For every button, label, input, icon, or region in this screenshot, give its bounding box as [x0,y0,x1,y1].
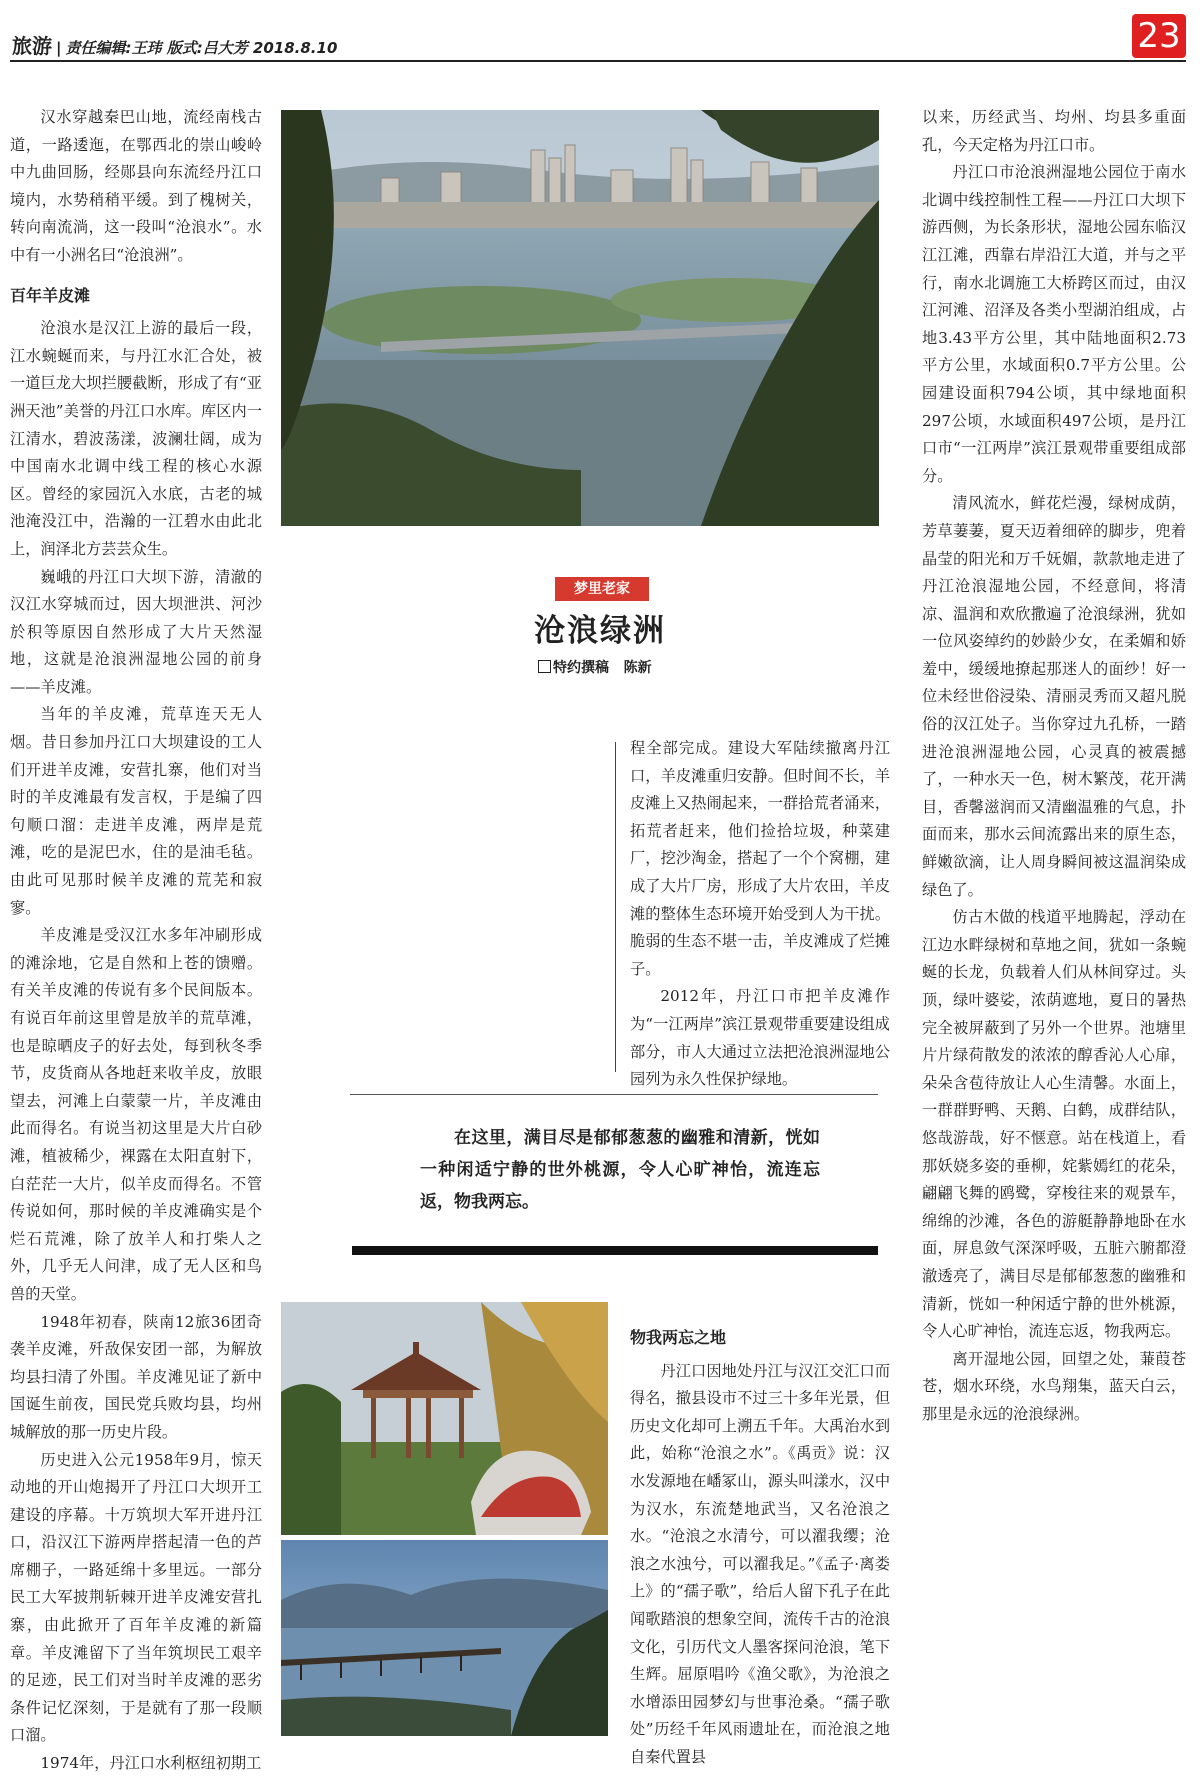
paragraph: 当年的羊皮滩，荒草连天无人烟。昔日参加丹江口大坝建设的工人们开进羊皮滩，安营扎寨，他们对当时的羊皮滩最有发言权，于是编了四句顺口溜：走进羊皮滩，两岸是荒滩，吃的是泥巴水，住的是油毛毡。由此可见那时候羊皮滩的荒芜和寂寥。 [10,705,262,917]
header-credits: 责任编辑:王玮 版式:吕大芳 2018.8.10 [65,39,338,57]
article-column-middle-lower [630,1312,890,1766]
paragraph: 1974年，丹江口水利枢纽初期工 [40,1754,262,1773]
article-title: 沧浪绿洲 [534,613,666,649]
byline-label: 特约撰稿 [553,660,609,676]
article-column-middle-upper [630,735,890,1094]
pull-quote-text: 在这里，满目尽是郁郁葱葱的幽雅和清新，恍如一种闲适宁静的世外桃源，令人心旷神怡，流连忘返，物我两忘。 [420,1128,820,1212]
photo-pavilion-image [281,1302,608,1535]
pull-quote [420,1122,820,1218]
photo-boardwalk-lake-image [281,1540,608,1736]
byline [538,657,652,677]
quote-rule-bottom [352,1246,878,1255]
paragraph: 羊皮滩是受汉江水多年冲刷形成的滩涂地，它是自然和上苍的馈赠。有关羊皮滩的传说有多个民间版本。有说百年前这里曾是放羊的荒草滩，也是晾晒皮子的好去处，每到秋冬季节，皮货商从各地赶来收羊皮，放眼望去，河滩上白蒙蒙一片，羊皮滩由此而得名。有说当初这里是大片白砂滩，植被稀少，裸露在太阳直射下，白茫茫一大片，似羊皮而得名。不管传说如何，那时候的羊皮滩确实是个烂石荒滩，除了放羊人和打柴人之外，几乎无人问津，成了无人区和鸟兽的天堂。 [10,926,262,1303]
paragraph: 以来，历经武当、均州、均县多重面孔，今天定格为丹江口市。 [922,108,1186,154]
article-column-left [10,104,262,1773]
byline-box-icon [538,660,551,673]
quote-rule-top [350,1094,878,1095]
paragraph: 巍峨的丹江口大坝下游，清澈的汉江水穿城而过，因大坝泄洪、河沙於积等原因自然形成了大片天然湿地，这就是沧浪洲湿地公园的前身——羊皮滩。 [10,567,262,696]
page-header [12,30,337,59]
photo-boardwalk-lake [281,1540,608,1736]
photo-city-river-bridge-image [281,110,879,526]
paragraph: 沧浪水是汉江上游的最后一段，江水蜿蜒而来，与丹江水汇合处，被一道巨龙大坝拦腰截断，形成了有“亚洲天池”美誉的丹江口水库。库区内一江清水，碧波荡漾，波澜壮阔，成为中国南水北调中线工程的核心水源区。曾经的家园沉入水底，古老的城池淹没江中，浩瀚的一江碧水由此北上，润泽北方芸芸众生。 [10,319,262,558]
paragraph: 历史进入公元1958年9月，惊天动地的开山炮揭开了丹江口大坝开工建设的序幕。十万筑坝大军开进丹江口，沿汉江下游两岸搭起清一色的芦席棚子，一路延绵十多里远。一部分民工大军披荆斩棘开进羊皮滩安营扎寨，由此掀开了百年羊皮滩的新篇章。羊皮滩留下了当年筑坝民工艰辛的足迹，民工们对当时羊皮滩的恶劣条件记忆深刻，于是就有了那一段顺口溜。 [10,1450,262,1745]
paragraph: 汉水穿越秦巴山地，流经南栈古道，一路逶迤，在鄂西北的崇山峻岭中九曲回肠，经郧县向东流经丹江口境内，水势稍稍平缓。到了槐树关，转向南流淌，这一段叫“沧浪水”。水中有一小洲名曰“沧浪洲”。 [10,108,262,264]
byline-author: 陈新 [623,660,652,676]
paragraph: 程全部完成。建设大军陆续撤离丹江口，羊皮滩重归安静。但时间不长，羊皮滩上又热闹起来，一群拾荒者涌来，拓荒者赶来，他们捡拾垃圾，种菜建厂，挖沙淘金，搭起了一个个窝棚，建成了大片厂房，形成了大片农田，羊皮滩的整体生态环境开始受到人为干扰。脆弱的生态不堪一击，羊皮滩成了烂摊子。 [630,739,890,978]
article-column-right [922,104,1186,1423]
column-divider [615,742,616,1072]
photo-pavilion [281,1302,608,1535]
header-separator: | [56,39,62,57]
photo-city-river-bridge [281,110,879,526]
paragraph: 仿古木做的栈道平地腾起，浮动在江边水畔绿树和草地之间，犹如一条蜿蜒的长龙，负载着人们从林间穿过。头顶，绿叶婆娑，浓荫遮地，夏日的暑热完全被屏蔽到了另外一个世界。池塘里片片绿荷散发的浓浓的醇香沁人心扉，朵朵含苞待放让人心生清馨。水面上，一群群野鸭、天鹅、白鹤，成群结队，悠哉游哉，好不惬意。站在栈道上，看那妖娆多姿的垂柳，姹紫嫣红的花朵，翩翩飞舞的鸥鹭，穿梭往来的观景车，绵绵的沙滩，各色的游艇静静地卧在水面，屏息敛气深深呼吸，五脏六腑都澄澈透亮了，满目尽是郁郁葱葱的幽雅和清新，恍如一种闲适宁静的世外桃源，令人心旷神怡，流连忘返，物我两忘。 [922,908,1186,1341]
section-heading: 物我两忘之地 [630,1328,727,1347]
header-rule [10,60,1186,62]
paragraph: 1948年初春，陕南12旅36团奇袭羊皮滩，歼敌保安团一部，为解放均县扫清了外围。羊皮滩见证了新中国诞生前夜，国民党兵败均县，均州城解放的那一历史片段。 [10,1312,262,1441]
paragraph: 清风流水，鲜花烂漫，绿树成荫，芳草萋萋，夏天迈着细碎的脚步，兜着晶莹的阳光和万千妩媚，款款地走进了丹江沧浪湿地公园，不经意间，将清凉、温润和欢欣撒遍了沧浪绿洲，犹如一位风姿绰约的妙龄少女，在柔媚和娇羞中，缓缓地撩起那迷人的面纱！好一位未经世俗浸染、清丽灵秀而又超凡脱俗的汉江处子。当你穿过九孔桥，一踏进沧浪洲湿地公园，心灵真的被震撼了，一种水天一色，树木繁茂，花开满目，香馨滋润而又清幽温雅的气息，扑面而来，那水云间流露出来的原生态，鲜嫩欲滴，让人周身瞬间被这温润染成绿色了。 [922,494,1186,899]
section-name: 旅游 [12,34,52,58]
paragraph: 丹江口因地处丹江与汉江交汇口而得名，撤县设市不过三十多年光景，但历史文化却可上溯五千年。大禹治水到此，始称“沧浪之水”。《禹贡》说：汉水发源地在嶓冢山，源头叫漾水，汉中为汉水，东流楚地武当，又名沧浪之水。“沧浪之水清兮，可以濯我缨；沧浪之水浊兮，可以濯我足。”《孟子·离娄上》的“孺子歌”，给后人留下孔子在此闻歌踏浪的想象空间，流传千古的沧浪文化，引历代文人墨客探问沧浪，笔下生辉。屈原唱吟《渔父歌》，为沧浪之水增添田园梦幻与世事沧桑。“孺子歌处”历经千年风雨遗址在，而沧浪之地自秦代置县 [630,1361,890,1766]
section-heading: 百年羊皮滩 [10,285,91,305]
paragraph: 丹江口市沧浪洲湿地公园位于南水北调中线控制性工程——丹江口大坝下游西侧，为长条形状，湿地公园东临汉江江滩，西靠右岸沿江大道，并与之平行，南水北调施工大桥跨区而过，由汉江河滩、沼泽及各类小型湖泊组成，占地3.43平方公里，其中陆地面积2.73平方公里，水域面积0.7平方公里。公园建设面积794公顷，其中绿地面积297公顷，水域面积497公顷，是丹江口市“一江两岸”滨江景观带重要组成部分。 [922,163,1186,485]
column-kicker: 梦里老家 [555,577,649,601]
paragraph: 离开湿地公园，回望之处，蒹葭苍苍，烟水环绕，水鸟翔集，蓝天白云，那里是永远的沧浪绿洲。 [922,1349,1186,1423]
paragraph: 2012年，丹江口市把羊皮滩作为“一江两岸”滨江景观带重要建设组成部分，市人大通过立法把沧浪洲湿地公园列为永久性保护绿地。 [630,987,890,1089]
page-number: 23 [1132,14,1186,58]
